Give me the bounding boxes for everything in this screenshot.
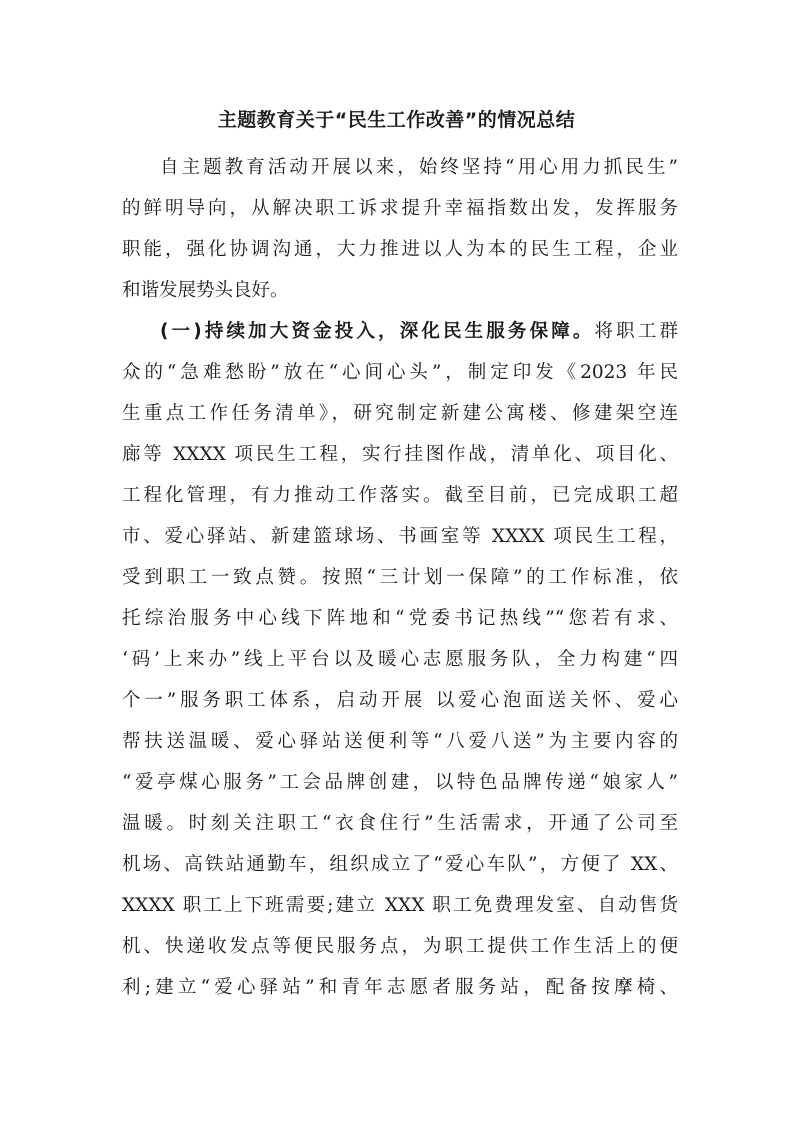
paragraph-line: XXXX 职工上下班需要;建立 XXX 职工免费理发室、自动售货	[122, 895, 678, 916]
paragraph-line	[122, 311, 678, 352]
paragraph-line: 受到职工一致点赞。按照“三计划一保障”的工作标准，依	[122, 567, 678, 588]
paragraph-line: 机场、高铁站通勤车，组织成立了“爱心车队”，方便了 XX、	[122, 854, 678, 875]
paragraph-line: 工程化管理，有力推动工作落实。截至目前，已完成职工超	[122, 485, 678, 506]
document-body	[122, 147, 678, 1008]
paragraph-line: 生重点工作任务清单》，研究制定新建公寓楼、修建架空连	[122, 403, 678, 424]
section-heading: (一)持续加大资金投入，深化民生服务保障。	[160, 321, 595, 342]
paragraph-line: 托综治服务中心线下阵地和“党委书记热线”“您若有求、	[122, 608, 678, 629]
paragraph-line: 自主题教育活动开展以来，始终坚持“用心用力抓民生”	[160, 157, 678, 178]
paragraph-line: 廊等 XXXX 项民生工程，实行挂图作战，清单化、项目化、	[122, 444, 678, 465]
paragraph-line: 个一”服务职工体系，启动开展 以爱心泡面送关怀、爱心	[122, 690, 678, 711]
paragraph-line: “爱亭煤心服务”工会品牌创建，以特色品牌传递“娘家人”	[122, 772, 678, 793]
document-title: 主题教育关于“民生工作改善”的情况总结	[217, 109, 576, 131]
paragraph-line: 和谐发展势头良好。	[122, 280, 289, 301]
paragraph-line: ‘码’上来办”线上平台以及暖心志愿服务队，全力构建“四	[122, 649, 678, 670]
paragraph-line: 的鲜明导向，从解决职工诉求提升幸福指数出发，发挥服务	[122, 198, 678, 219]
paragraph-line: 职能，强化协调沟通，大力推进以人为本的民生工程，企业	[122, 239, 678, 260]
paragraph-line: 众的“急难愁盼”放在“心间心头”，制定印发《2023 年民	[122, 362, 678, 383]
paragraph-line: 温暖。时刻关注职工“衣食住行”生活需求，开通了公司至	[122, 813, 678, 834]
paragraph-line: 市、爱心驿站、新建篮球场、书画室等 XXXX 项民生工程，	[122, 526, 678, 547]
paragraph-text: 将职工群	[594, 321, 678, 342]
paragraph-line: 机、快递收发点等便民服务点，为职工提供工作生活上的便	[122, 936, 678, 957]
paragraph-line: 利;建立“爱心驿站”和青年志愿者服务站，配备按摩椅、	[122, 977, 678, 998]
paragraph-line: 帮扶送温暖、爱心驿站送便利等“八爱八送”为主要内容的	[122, 731, 678, 752]
